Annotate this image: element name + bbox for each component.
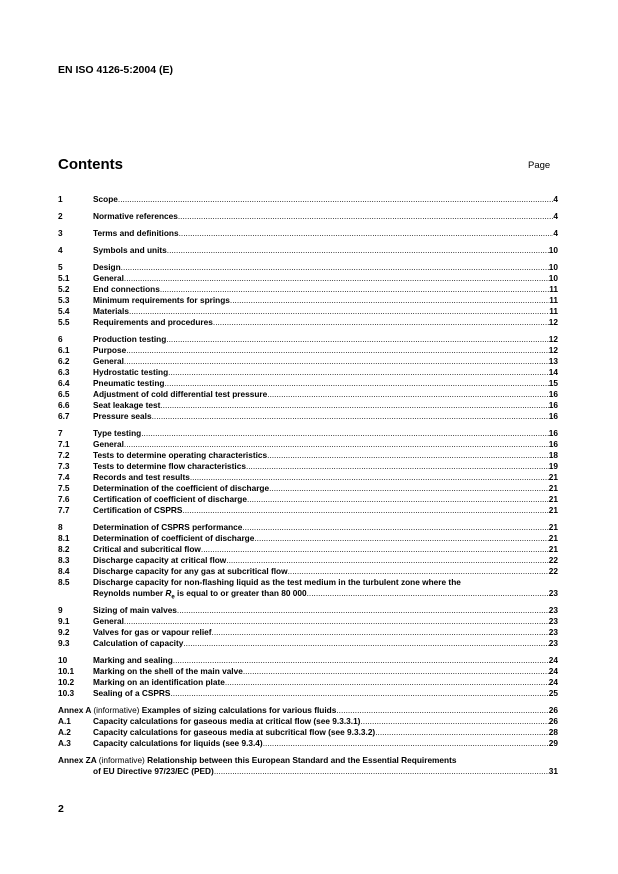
toc-entry-title [93, 483, 549, 494]
toc-entry-page: 11 [549, 284, 558, 294]
toc-annex-title [58, 705, 549, 716]
toc-leader-dots [168, 367, 549, 378]
toc-entry-title-text: Seat leakage test [93, 400, 161, 410]
toc-entry-title [93, 461, 549, 472]
toc-entry[interactable] [58, 472, 558, 483]
toc-entry-number: 6 [58, 334, 63, 344]
toc-entry-title [93, 738, 549, 749]
toc-entry-page: 16 [548, 389, 558, 399]
toc-entry-number: 8.2 [58, 544, 70, 554]
toc-entry-page: 12 [548, 334, 558, 344]
toc-entry-title [93, 638, 549, 649]
toc-entry-title-text: Certification of CSPRS [93, 505, 183, 515]
toc-entry-number: 7 [58, 428, 63, 438]
toc-entry-number: 7.1 [58, 439, 70, 449]
toc-entry[interactable] [58, 450, 558, 461]
toc-entry-page: 23 [548, 627, 558, 637]
toc-entry-title-text: General [93, 273, 124, 283]
annex-kind: (informative) [93, 705, 142, 715]
toc-leader-dots [375, 727, 549, 738]
toc-entry[interactable] [58, 616, 558, 627]
toc-entry-number: 5.4 [58, 306, 70, 316]
toc-entry-title [93, 345, 549, 356]
toc-entry-title-text: Discharge capacity for any gas at subcritical flow [93, 566, 288, 576]
toc-entry[interactable] [58, 627, 558, 638]
toc-entry-number: A.2 [58, 727, 71, 737]
toc-entry-title [93, 666, 549, 677]
toc-entry-title [93, 211, 553, 222]
toc-entry-title-text: General [93, 616, 124, 626]
toc-entry-title [93, 306, 549, 317]
toc-entry-title-text: Reynolds number $R_e$ is equal to or greater than 80 000 [93, 588, 307, 601]
toc-leader-dots [288, 566, 549, 577]
toc-entry-title-text: Capacity calculations for gaseous media at subcritical flow (see 9.3.3.2) [93, 727, 376, 737]
toc-annex-za [58, 755, 558, 777]
toc-entry-title-text: General [93, 356, 124, 366]
toc-entry-page: 26 [548, 705, 558, 715]
toc-leader-dots [269, 483, 549, 494]
toc-entry-page: 21 [548, 505, 558, 515]
toc-entry-number: A.1 [58, 716, 71, 726]
toc-entry-title-text: End connections [93, 284, 160, 294]
toc-leader-dots [212, 627, 549, 638]
toc-entry-title [93, 616, 549, 627]
toc-annex-entry[interactable] [58, 705, 558, 716]
toc-entry-title-text: Marking on an identification plate [93, 677, 225, 687]
toc-leader-dots [307, 588, 549, 599]
toc-entry-number: 4 [58, 245, 63, 255]
toc-entry-title [93, 472, 549, 483]
toc-entry-title [93, 533, 549, 544]
annex-label: Annex A [58, 705, 94, 715]
toc-entry-title [93, 727, 549, 738]
toc-leader-dots [336, 705, 548, 716]
toc-entry[interactable] [58, 295, 558, 306]
toc-entry-title [93, 428, 549, 439]
toc-leader-dots [124, 439, 549, 450]
toc-entry-title-text: Normative references [93, 211, 178, 221]
toc-entry[interactable] [58, 555, 558, 566]
toc-leader-dots [242, 522, 548, 533]
toc-entry-page: 21 [548, 544, 558, 554]
toc-entry-title-text: Marking on the shell of the main valve [93, 666, 243, 676]
toc-entry-number: 8 [58, 522, 63, 532]
toc-entry-title-text: Capacity calculations for gaseous media at critical flow (see 9.3.3.1) [93, 716, 361, 726]
toc-leader-dots [214, 766, 549, 777]
toc-entry[interactable] [58, 494, 558, 505]
toc-entry-title-text: Marking and sealing [93, 655, 173, 665]
toc-entry-number: 8.5 [58, 577, 70, 587]
toc-entry-number: 6.1 [58, 345, 70, 355]
toc-entry-title-text: Scope [93, 194, 118, 204]
toc-leader-dots [167, 245, 549, 256]
toc-entry-number: 10.2 [58, 677, 75, 687]
toc-entry-page: 10 [548, 273, 558, 283]
toc-entry[interactable] [58, 688, 558, 699]
toc-entry-title-text: Calculation of capacity [93, 638, 184, 648]
toc-entry-title-text: Pressure seals [93, 411, 152, 421]
toc-leader-dots [166, 334, 548, 345]
toc-entry-number: 6.5 [58, 389, 70, 399]
toc-entry-number: 7.5 [58, 483, 70, 493]
toc-entry[interactable] [58, 356, 558, 367]
toc-entry-number: 6.6 [58, 400, 70, 410]
toc-entry-number: 6.2 [58, 356, 70, 366]
toc-entry-number: 5.3 [58, 295, 70, 305]
toc-entry[interactable] [58, 389, 558, 400]
toc-leader-dots [124, 616, 549, 627]
toc-entry-number: 7.6 [58, 494, 70, 504]
toc-leader-dots [267, 450, 549, 461]
toc-entry-title [93, 317, 549, 328]
toc-entry-title-text: Requirements and procedures [93, 317, 213, 327]
toc-entry-number: 7.2 [58, 450, 70, 460]
toc-entry[interactable] [58, 505, 558, 516]
toc-entry-page: 26 [548, 716, 558, 726]
toc-entry-number: 9.3 [58, 638, 70, 648]
toc-entry-page: 4 [553, 211, 558, 221]
toc-leader-dots [183, 638, 548, 649]
toc-entry[interactable] [58, 306, 558, 317]
toc-entry[interactable] [58, 262, 558, 273]
toc-leader-dots [190, 472, 549, 483]
toc-leader-dots [160, 400, 548, 411]
toc-entry-title-text: Design [93, 262, 121, 272]
toc-entry[interactable] [58, 588, 558, 599]
toc-leader-dots [178, 211, 554, 222]
toc-entry-number: 10.1 [58, 666, 75, 676]
toc-annex-title-text [58, 755, 457, 766]
toc-entry-title [93, 522, 549, 533]
toc-entry-title-text: Adjustment of cold differential test pressure [93, 389, 268, 399]
toc-leader-dots [170, 688, 548, 699]
toc-entry-number: 6.3 [58, 367, 70, 377]
toc-entry[interactable] [58, 211, 558, 222]
toc-entry[interactable] [58, 533, 558, 544]
toc-entry-page: 16 [548, 439, 558, 449]
toc-entry-title [93, 273, 549, 284]
toc-entry-number: 7.4 [58, 472, 70, 482]
toc-leader-dots [201, 544, 549, 555]
toc-entry-page: 21 [548, 533, 558, 543]
toc-entry-number: 10 [58, 655, 68, 665]
toc-entry-title-text: Discharge capacity at critical flow [93, 555, 227, 565]
toc-leader-dots [226, 555, 549, 566]
toc-section [58, 245, 558, 256]
toc-entry-title [93, 677, 549, 688]
toc-entry-title-text: Hydrostatic testing [93, 367, 169, 377]
toc-leader-dots [126, 345, 549, 356]
toc-section [58, 228, 558, 239]
toc-entry-page: 10 [548, 262, 558, 272]
toc-entry-page: 21 [548, 494, 558, 504]
toc-entry-page: 22 [548, 555, 558, 565]
toc-entry-title [93, 389, 549, 400]
toc-entry-title [93, 655, 549, 666]
toc-entry-page: 12 [548, 345, 558, 355]
toc-entry-page: 15 [548, 378, 558, 388]
toc-entry-title [93, 688, 549, 699]
toc-entry[interactable] [58, 655, 558, 666]
toc-entry-title-text: Certification of coefficient of discharge [93, 494, 247, 504]
toc-entry-title [93, 555, 549, 566]
annex-kind: (informative) [98, 755, 148, 765]
toc-leader-dots [267, 389, 549, 400]
toc-entry-title [93, 494, 549, 505]
toc-entry[interactable] [58, 577, 558, 588]
toc-entry-page: 16 [548, 428, 558, 438]
toc-entry-number: 7.3 [58, 461, 70, 471]
toc-section [58, 262, 558, 328]
toc-entry-page: 14 [548, 367, 558, 377]
toc-entry-title-text: Pneumatic testing [93, 378, 165, 388]
toc-entry-title [93, 605, 549, 616]
toc-entry[interactable] [58, 716, 558, 727]
toc-entry-title-text: Symbols and units [93, 245, 167, 255]
toc-annex-a [58, 705, 558, 749]
toc-entry-number: 6.7 [58, 411, 70, 421]
toc-entry[interactable] [58, 439, 558, 450]
toc-entry-number: 5.2 [58, 284, 70, 294]
toc-entry-number: 8.1 [58, 533, 70, 543]
toc-leader-dots [118, 194, 553, 205]
toc-entry-page: 10 [548, 245, 558, 255]
toc-entry-title [93, 577, 558, 588]
toc-leader-dots [246, 461, 549, 472]
toc-annex-title [58, 755, 558, 766]
toc-entry[interactable] [58, 317, 558, 328]
toc-entry-title-text: Determination of the coefficient of discharge [93, 483, 270, 493]
toc-entry-page: 4 [553, 194, 558, 204]
toc-entry-page: 23 [548, 605, 558, 615]
toc-entry-title [93, 228, 553, 239]
toc-entry-title [93, 245, 549, 256]
toc-entry-title [93, 627, 549, 638]
toc-entry[interactable] [58, 245, 558, 256]
toc-leader-dots [177, 605, 549, 616]
toc-entry[interactable] [58, 194, 558, 205]
toc-entry-title [93, 284, 549, 295]
toc-leader-dots [141, 428, 549, 439]
toc-section [58, 194, 558, 205]
toc-entry-page: 18 [548, 450, 558, 460]
toc-entry[interactable] [58, 284, 558, 295]
toc-section [58, 522, 558, 599]
toc-entry[interactable] [58, 345, 558, 356]
toc-entry[interactable] [58, 727, 558, 738]
toc-entry-number: 5.1 [58, 273, 70, 283]
toc-entry[interactable] [58, 666, 558, 677]
toc-entry-title [93, 450, 549, 461]
toc-entry-title-text: Production testing [93, 334, 167, 344]
toc-section [58, 605, 558, 649]
toc-entry-number: 9 [58, 605, 63, 615]
toc-entry-number: 10.3 [58, 688, 75, 698]
toc-leader-dots [173, 655, 549, 666]
toc-entry-title [93, 716, 549, 727]
toc-annex-title-text [58, 705, 336, 716]
toc-entry-title-text: Capacity calculations for liquids (see 9.3.4) [93, 738, 263, 748]
toc-entry-page: 28 [548, 727, 558, 737]
toc-entry-title [93, 262, 549, 273]
toc-leader-dots [182, 505, 548, 516]
annex-title: Examples of sizing calculations for various fluids [141, 705, 337, 715]
toc-entry-title [93, 378, 549, 389]
toc-entry[interactable] [58, 428, 558, 439]
toc-section [58, 211, 558, 222]
toc-entry-title [93, 194, 553, 205]
toc-entry[interactable] [58, 334, 558, 345]
toc-leader-dots [243, 666, 549, 677]
document-header: EN ISO 4126-5:2004 (E) [58, 64, 173, 76]
toc-entry-page: 31 [548, 766, 558, 776]
toc-leader-dots [263, 738, 549, 749]
annex-label: Annex ZA [58, 755, 99, 765]
toc-entry-page: 21 [548, 522, 558, 532]
toc-leader-dots [152, 411, 549, 422]
toc-section [58, 655, 558, 699]
toc-leader-dots [179, 228, 554, 239]
toc-entry-title [93, 367, 549, 378]
toc-entry-title-text: Tests to determine operating characteristics [93, 450, 268, 460]
toc-entry-title [93, 566, 549, 577]
toc-entry-page: 21 [548, 483, 558, 493]
toc-entry[interactable] [58, 400, 558, 411]
toc-entry-number: 5.5 [58, 317, 70, 327]
toc-entry[interactable] [58, 483, 558, 494]
toc-entry-title-text: General [93, 439, 124, 449]
toc-entry-number: 9.2 [58, 627, 70, 637]
toc-leader-dots [164, 378, 548, 389]
toc-entry-page: 24 [548, 666, 558, 676]
toc-entry-number: 7.7 [58, 505, 70, 515]
toc-leader-dots [213, 317, 549, 328]
toc-section [58, 428, 558, 516]
toc-entry-page: 21 [548, 472, 558, 482]
toc-entry-page: 25 [548, 688, 558, 698]
toc-annex-entry[interactable] [58, 755, 558, 766]
toc-leader-dots [124, 273, 549, 284]
toc-leader-dots [254, 533, 548, 544]
toc-entry-title [93, 411, 549, 422]
toc-entry-title [93, 334, 549, 345]
toc-entry-number: A.3 [58, 738, 71, 748]
toc-entry-title-text: Purpose [93, 345, 127, 355]
toc-entry-page: 29 [548, 738, 558, 748]
toc-entry-page: 23 [548, 588, 558, 598]
toc-entry-number: 1 [58, 194, 63, 204]
toc-annex-title-text: of EU Directive 97/23/EC (PED) [93, 766, 214, 776]
toc-entry-page: 24 [548, 677, 558, 687]
toc-entry[interactable] [58, 228, 558, 239]
toc-entry[interactable] [58, 411, 558, 422]
toc-entry-number: 5 [58, 262, 63, 272]
toc-entry-page: 19 [548, 461, 558, 471]
table-of-contents [58, 194, 558, 783]
toc-entry-number: 6.4 [58, 378, 70, 388]
toc-entry-title-text: Sealing of a CSPRS [93, 688, 171, 698]
annex-title: Relationship between this European Standard and the Essential Requirements [147, 755, 457, 765]
toc-leader-dots [230, 295, 549, 306]
toc-entry-number: 2 [58, 211, 63, 221]
toc-leader-dots [129, 306, 549, 317]
toc-entry-title-text: Materials [93, 306, 129, 316]
toc-entry-page: 12 [548, 317, 558, 327]
toc-entry-number: 9.1 [58, 616, 70, 626]
toc-leader-dots [121, 262, 549, 273]
toc-entry-page: 4 [553, 228, 558, 238]
toc-entry-title-text: Determination of coefficient of discharge [93, 533, 255, 543]
toc-entry-number: 8.3 [58, 555, 70, 565]
toc-entry[interactable] [58, 738, 558, 749]
toc-entry-title [93, 588, 549, 604]
toc-entry-title [93, 295, 549, 306]
toc-entry-title-text: Tests to determine flow characteristics [93, 461, 246, 471]
toc-entry-page: 16 [548, 411, 558, 421]
toc-entry-title [93, 356, 549, 367]
toc-entry[interactable] [58, 544, 558, 555]
toc-entry-title-text: Records and test results [93, 472, 190, 482]
toc-entry-page: 24 [548, 655, 558, 665]
toc-leader-dots [124, 356, 549, 367]
toc-entry-title-text: Type testing [93, 428, 142, 438]
toc-annex-entry-continued[interactable] [58, 766, 558, 777]
toc-entry-title-text: Critical and subcritical flow [93, 544, 201, 554]
toc-entry[interactable] [58, 367, 558, 378]
toc-entry[interactable] [58, 566, 558, 577]
toc-entry-title [93, 544, 549, 555]
toc-leader-dots [160, 284, 549, 295]
toc-entry-page: 11 [549, 306, 558, 316]
page-number: 2 [58, 803, 64, 815]
toc-leader-dots [360, 716, 548, 727]
toc-entry-number: 3 [58, 228, 63, 238]
toc-entry-title-text: Minimum requirements for springs [93, 295, 230, 305]
toc-section [58, 334, 558, 422]
toc-entry-page: 23 [548, 638, 558, 648]
toc-entry-title-text: Determination of CSPRS performance [93, 522, 243, 532]
toc-entry[interactable] [58, 461, 558, 472]
toc-leader-dots [225, 677, 549, 688]
toc-entry-page: 11 [549, 295, 558, 305]
toc-entry-title [93, 439, 549, 450]
toc-entry-page: 22 [548, 566, 558, 576]
toc-entry[interactable] [58, 677, 558, 688]
toc-entry[interactable] [58, 273, 558, 284]
toc-entry-page: 13 [548, 356, 558, 366]
toc-entry-page: 16 [548, 400, 558, 410]
toc-entry[interactable] [58, 638, 558, 649]
toc-leader-dots [247, 494, 549, 505]
toc-entry-title-text: Discharge capacity for non-flashing liquid as the test medium in the turbulent zone where the [93, 577, 461, 587]
toc-entry-page: 23 [548, 616, 558, 626]
toc-entry-title [93, 505, 549, 516]
toc-entry-title-text: Terms and definitions [93, 228, 179, 238]
page-title: Contents [58, 156, 123, 173]
toc-entry[interactable] [58, 605, 558, 616]
toc-annex-title [58, 766, 549, 777]
toc-entry-title-text: Sizing of main valves [93, 605, 177, 615]
toc-entry[interactable] [58, 522, 558, 533]
toc-entry-number: 8.4 [58, 566, 70, 576]
page-column-label: Page [528, 160, 551, 171]
toc-entry[interactable] [58, 378, 558, 389]
toc-entry-title [93, 400, 549, 411]
toc-entry-title-text: Valves for gas or vapour relief [93, 627, 212, 637]
